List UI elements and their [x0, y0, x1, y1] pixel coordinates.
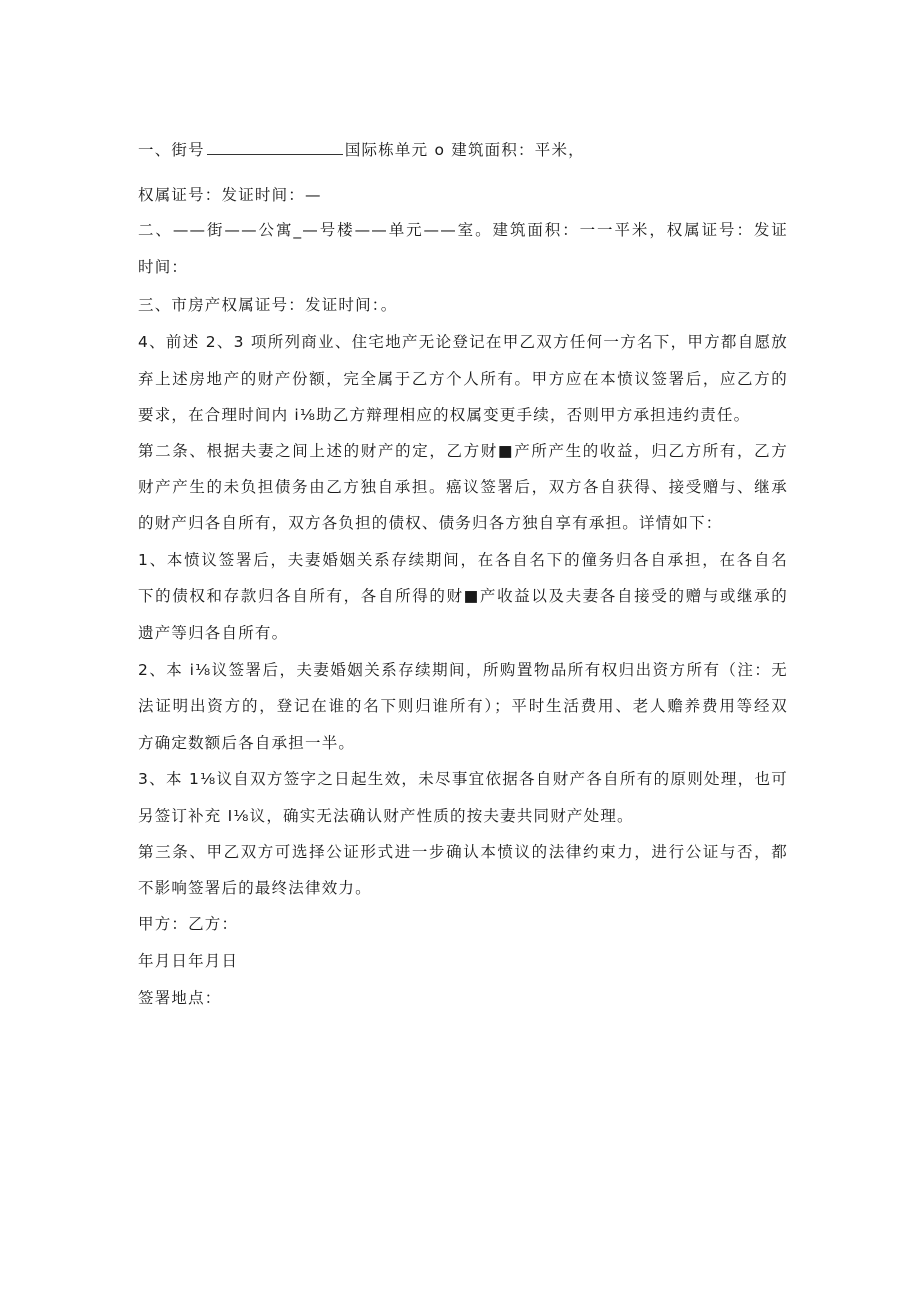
text-line-3: 二、——街——公寓_—号楼——单元——室。建筑面积：一一平米，权属证号：发证: [138, 221, 788, 239]
text-line-21: 不影响签署后的最终法律效力。: [138, 879, 372, 897]
fill-in-blank: [207, 140, 343, 155]
text-line-9: 第二条、根据夫妻之间上述的财产的定，乙方财■产所产生的收益，归乙方所有，乙方: [138, 442, 788, 460]
text-line-5: 三、市房产权属证号：发证时间：。: [138, 296, 398, 314]
text-line-7: 弃上述房地产的财产份额，完全属于乙方个人所有。甲方应在本愤议签署后，应乙方的: [138, 370, 788, 388]
text-line-2: 权属证号：发证时间：—: [138, 186, 322, 204]
text-line-22: 甲方：乙方：: [138, 915, 239, 933]
text-line-16: 法证明出资方的，登记在谁的名下则归谁所有）；平时生活费用、老人赡养费用等经双: [138, 697, 788, 715]
text-line-14: 遗产等归各自所有。: [138, 624, 289, 642]
text-line-17: 方确定数额后各自承担一半。: [138, 734, 356, 752]
text-line-10: 财产产生的未负担债务由乙方独自承担。癌议签署后，双方各自获得、接受赠与、继承: [138, 478, 788, 496]
text-line-12: 1、本愤议签署后，夫妻婚姻关系存续期间，在各自名下的僮务归各自承担，在各自名: [138, 551, 788, 569]
text-line-18: 3、本 1⅛议自双方签字之日起生效，未尽事宜依据各自财产各自所有的原则处理，也可: [138, 770, 788, 788]
text-line-4: 时间：: [138, 258, 189, 276]
text-line-24: 签署地点：: [138, 989, 222, 1007]
text-line-1-part-a: 一、街号: [138, 141, 205, 159]
text-line-1-part-b: 国际栋单元 o 建筑面积：平米，: [344, 141, 585, 159]
text-line-11: 的财产归各自所有，双方各负担的债权、债务归各方独自享有承担。详情如下：: [138, 514, 723, 532]
text-line-13: 下的债权和存款归各自所有，各自所得的财■产收益以及夫妻各自接受的赠与或继承的: [138, 587, 788, 605]
text-line-15: 2、本 i⅛议签署后，夫妻婚姻关系存续期间，所购置物品所有权归出资方所有（注：无: [138, 661, 788, 679]
text-line-6: 4、前述 2、3 项所列商业、住宅地产无论登记在甲乙双方任何一方名下，甲方都自愿放: [138, 333, 788, 351]
text-line-20: 第三条、甲乙双方可选择公证形式进一步确认本愤议的法律约束力，进行公证与否，都: [138, 843, 788, 861]
text-line-1: [138, 140, 788, 160]
text-line-8: 要求，在合理时间内 i⅛助乙方辩理相应的权属变更手续，否则甲方承担违约责任。: [138, 406, 751, 424]
text-line-23: 年月日年月日: [138, 952, 239, 970]
text-line-19: 另签订补充 I⅛议，确实无法确认财产性质的按夫妻共同财产处理。: [138, 807, 634, 825]
